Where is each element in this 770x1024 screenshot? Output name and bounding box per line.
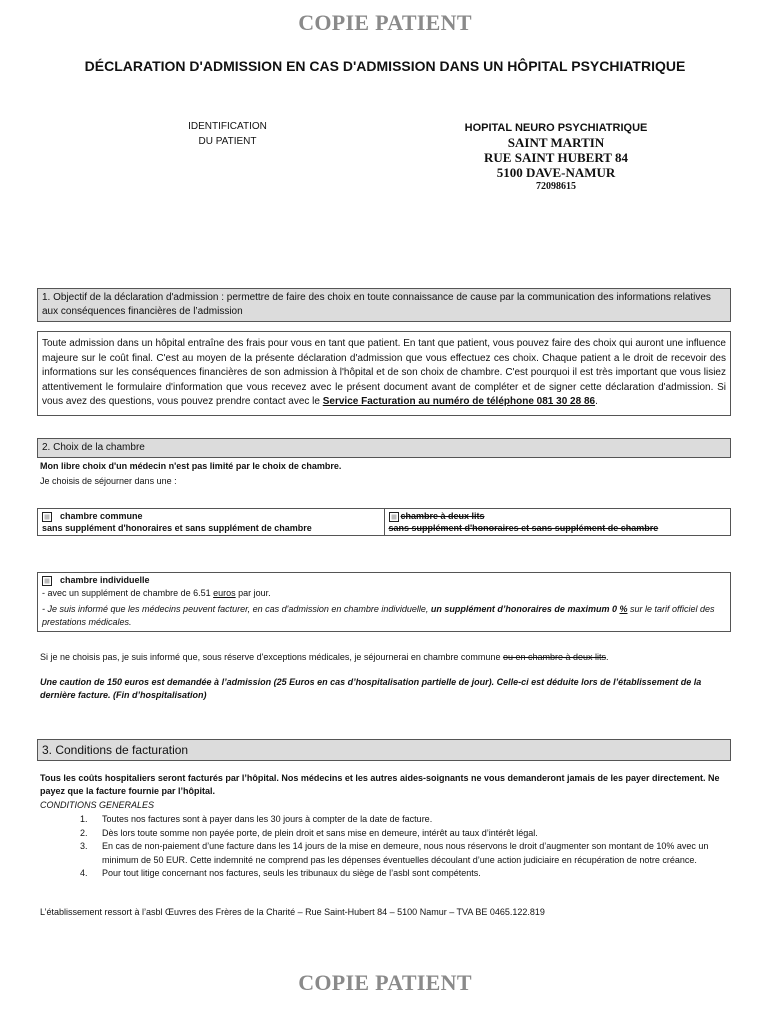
- section-1-heading: 1. Objectif de la déclaration d'admission : permettre de faire des choix en toute connaissance de cause par la communication des informations relatives aux conséquences financières de l’admission: [37, 288, 731, 322]
- copie-patient-footer: COPIE PATIENT: [298, 970, 472, 995]
- hospital-number: 72098615: [536, 181, 576, 192]
- supplement-currency: euros: [213, 588, 236, 598]
- free-choice-note: Mon libre choix d'un médecin n'est pas limité par le choix de chambre.: [40, 461, 342, 471]
- condition-item: 2. Dès lors toute somme non payée porte, de plein droit et sans mise en demeure, intérêt au taux d’intérêt légal.: [90, 827, 730, 841]
- section-1-paragraph: [38, 332, 730, 415]
- fees-max-supplement: un supplément d’honoraires de maximum 0: [430, 604, 620, 614]
- choose-stay-note: Je choisis de séjourner dans une :: [40, 476, 177, 486]
- single-room-supplement: [42, 587, 726, 600]
- fees-percent: %: [619, 604, 628, 614]
- document-title: DÉCLARATION D'ADMISSION EN CAS D'ADMISSION DANS UN HÔPITAL PSYCHIATRIQUE: [84, 58, 686, 74]
- default-room-end: .: [606, 652, 609, 662]
- institution-footer: L’établissement ressort à l’asbl Œuvres des Frères de la Charité – Rue Saint-Hubert 84 – 5100 Namur – TVA BE 0465.122.819: [40, 907, 545, 917]
- condition-item: 3. En cas de non-paiement d’une facture dans les 14 jours de la mise en demeure, nous nous réservons le droit d’augmenter son montant de 10% avec un minimum de 50 EUR. Cette indemnité ne comprend pas les dépenses éventuelles découlant d’une action judiciaire en récupération de notre créance.: [90, 840, 730, 867]
- default-room-strike: ou en chambre à deux lits: [502, 652, 607, 662]
- room-choice-table: [37, 508, 731, 536]
- checkbox-icon[interactable]: [42, 576, 52, 586]
- billing-service-contact: Service Facturation au numéro de téléphone 081 30 28 86: [322, 396, 596, 408]
- billing-intro: Tous les coûts hospitaliers seront facturés par l’hôpital. Nos médecins et les autres aides-soignants ne vous demanderont jamais de les payer directement. Ne payez que la facture fournie par l’hôpital.: [40, 773, 720, 796]
- hospital-city: 5100 DAVE-NAMUR: [496, 165, 616, 180]
- double-room-subtitle: sans supplément d'honoraires et sans supplément de chambre: [388, 523, 659, 533]
- deposit-note: Une caution de 150 euros est demandée à l’admission (25 Euros en cas d’hospitalisation partielle de jour). Celle-ci est déduite lors de l’établissement de la dernière facture. (Fin d’hospitalisation): [40, 677, 702, 700]
- checkbox-icon[interactable]: [389, 512, 399, 522]
- condition-item: 4. Pour tout litige concernant nos factures, seuls les tribunaux du siège de l’asbl sont compétents.: [90, 867, 730, 881]
- option-double-room[interactable]: [384, 509, 731, 536]
- condition-item: 1. Toutes nos factures sont à payer dans les 30 jours à compter de la date de facture.: [90, 813, 730, 827]
- ident-line-1: IDENTIFICATION: [188, 121, 267, 132]
- section-1-body: Toute admission dans un hôpital entraîne des frais pour vous en tant que patient. En tant que patient, vous pouvez faire des choix qui auront une influence majeure sur le coût final. C'est au moyen de la présente déclaration d'admission que vous effectuez ces choix. Chaque patient a le droit de recevoir des informations sur les conséquences financières de son admission à l'hôpital et de son choix de chambre. C'est pourquoi il est très important que vous lisiez attentivement le formulaire d'information que vous recevez avec le présent document avant de compléter et de signer cette déclaration d'admission. Si vous avez des questions, vous pouvez prendre contact avec le: [42, 338, 726, 408]
- hospital-name: HOPITAL NEURO PSYCHIATRIQUE: [464, 122, 648, 134]
- double-room-title: chambre à deux lits: [400, 511, 485, 521]
- common-room-subtitle: sans supplément d'honoraires et sans supplément de chambre: [42, 523, 312, 533]
- section-3-heading: 3. Conditions de facturation: [37, 739, 731, 761]
- option-single-room[interactable]: [37, 572, 731, 632]
- general-conditions-title: CONDITIONS GENERALES: [40, 800, 155, 810]
- supplement-text: - avec un supplément de chambre de 6.51: [42, 588, 214, 598]
- ident-line-2: DU PATIENT: [198, 136, 257, 147]
- single-room-fees-note: [42, 603, 726, 629]
- hospital-street: RUE SAINT HUBERT 84: [484, 150, 628, 165]
- common-room-title: chambre commune: [60, 511, 143, 521]
- default-room-text: Si je ne choisis pas, je suis informé que, sous réserve d'exceptions médicales, je séjournerai en chambre commune: [40, 652, 503, 662]
- section-1-end: .: [595, 396, 598, 408]
- default-room-note: [40, 651, 730, 664]
- single-room-title: chambre individuelle: [60, 575, 150, 585]
- section-2-heading: 2. Choix de la chambre: [37, 438, 731, 458]
- patient-identification-label: [150, 119, 305, 149]
- supplement-per-day: par jour.: [235, 588, 271, 598]
- hospital-address-block: [426, 121, 686, 194]
- fees-note-text: - Je suis informé que les médecins peuvent facturer, en cas d'admission en chambre individuelle,: [42, 604, 431, 614]
- general-conditions-list: [40, 813, 730, 881]
- option-common-room[interactable]: [38, 509, 385, 536]
- section-1-box: [37, 331, 731, 416]
- hospital-subname: SAINT MARTIN: [507, 135, 605, 150]
- copie-patient-header: COPIE PATIENT: [298, 10, 472, 35]
- checkbox-icon[interactable]: [42, 512, 52, 522]
- fees-note-end: sur le tarif officiel des prestations médicales.: [42, 604, 715, 627]
